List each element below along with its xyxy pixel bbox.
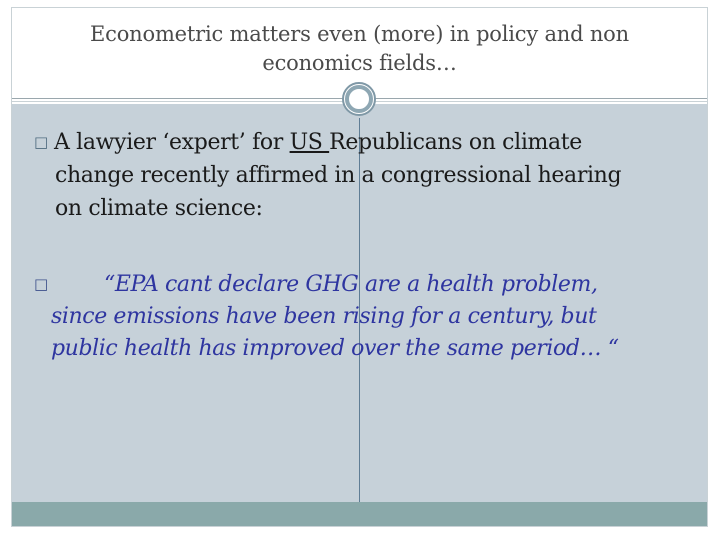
bullet-statement <box>34 126 694 225</box>
bullet-quote-line-3: public health has improved over the same period… “ <box>51 336 619 361</box>
bullet-statement-line-3: on climate science: <box>55 196 263 221</box>
quote-text-1: “EPA cant declare GHG are a health problem, <box>104 272 598 297</box>
ring-ornament-inner <box>345 85 373 113</box>
bullet-statement-line-2: change recently affirmed in a congressional hearing <box>55 163 622 188</box>
bullet-quote-line-2: since emissions have been rising for a century, but <box>51 304 597 329</box>
footer-band <box>12 502 707 526</box>
footer-line <box>12 526 707 527</box>
bullet-statement-text-1: A lawyier ‘expert’ for <box>54 130 290 155</box>
title-line-2: economics fields… <box>262 51 457 75</box>
bullet-icon: □ <box>34 133 48 151</box>
bullet-statement-line-1 <box>34 126 694 159</box>
us-underlined: US <box>289 130 330 155</box>
bullet-quote <box>34 268 694 365</box>
bullet-icon: □ <box>34 275 48 293</box>
slide-title <box>12 20 707 78</box>
bullet-quote-line-1 <box>34 268 694 301</box>
title-line-1: Econometric matters even (more) in policy and non <box>90 22 629 46</box>
bullet-statement-text-2: Republicans on climate <box>329 130 582 155</box>
